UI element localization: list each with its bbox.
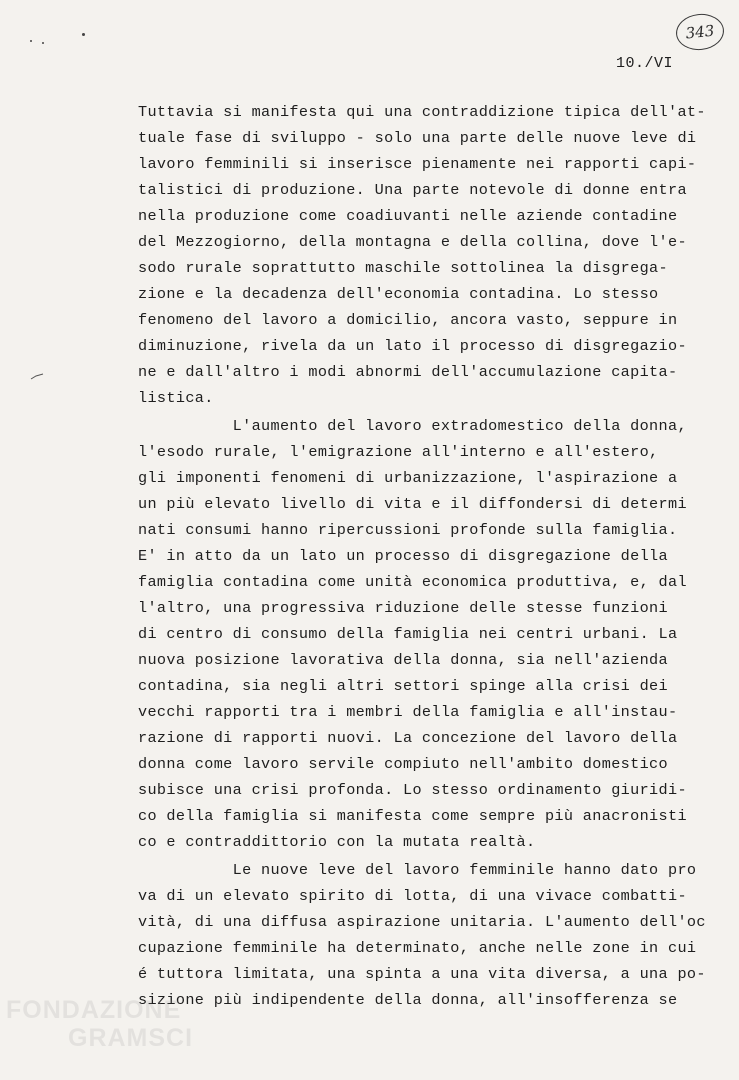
text-line: diminuzione, rivela da un lato il processo di disgregazio- [138, 337, 687, 355]
watermark-line: FONDAZIONE [6, 996, 182, 1024]
archive-folio-stamp [674, 12, 726, 53]
text-line: L'aumento del lavoro extradomestico della donna, [138, 417, 687, 435]
text-line: listica. [138, 389, 214, 407]
text-line: di centro di consumo della famiglia nei centri urbani. La [138, 625, 678, 643]
text-line: co della famiglia si manifesta come sempre più anacronisti [138, 807, 687, 825]
text-line: donna come lavoro servile compiuto nell'ambito domestico [138, 755, 668, 773]
text-line: Le nuove leve del lavoro femminile hanno dato pro [138, 861, 697, 879]
text-line: tuale fase di sviluppo - solo una parte delle nuove leve di [138, 129, 697, 147]
text-line: vecchi rapporti tra i membri della famiglia e all'instau- [138, 703, 678, 721]
text-line: famiglia contadina come unità economica produttiva, e, dal [138, 573, 687, 591]
text-line: del Mezzogiorno, della montagna e della collina, dove l'e- [138, 233, 687, 251]
text-line: l'esodo rurale, l'emigrazione all'interno e all'estero, [138, 443, 659, 461]
fondazione-gramsci-watermark [6, 996, 206, 1066]
text-line: un più elevato livello di vita e il diffondersi di determi [138, 495, 687, 513]
text-line: nati consumi hanno ripercussioni profonde sulla famiglia. [138, 521, 678, 539]
text-line: contadina, sia negli altri settori spinge alla crisi dei [138, 677, 668, 695]
text-line: fenomeno del lavoro a domicilio, ancora vasto, seppure in [138, 311, 678, 329]
text-line: sizione più indipendente della donna, all'insofferenza se [138, 991, 678, 1009]
text-line: ne e dall'altro i modi abnormi dell'accumulazione capita- [138, 363, 678, 381]
margin-check-mark [30, 373, 44, 381]
text-line: cupazione femminile ha determinato, anche nelle zone in cui [138, 939, 697, 957]
text-line: subisce una crisi profonda. Lo stesso ordinamento giuridi- [138, 781, 687, 799]
text-line: lavoro femminili si inserisce pienamente nei rapporti capi- [138, 155, 697, 173]
text-line: Tuttavia si manifesta qui una contraddizione tipica dell'at- [138, 103, 706, 121]
text-line: razione di rapporti nuovi. La concezione del lavoro della [138, 729, 678, 747]
text-line: l'altro, una progressiva riduzione delle stesse funzioni [138, 599, 668, 617]
text-line: sodo rurale soprattutto maschile sottolinea la disgrega- [138, 259, 668, 277]
text-line: zione e la decadenza dell'economia contadina. Lo stesso [138, 285, 659, 303]
text-line: é tuttora limitata, una spinta a una vita diversa, a una po- [138, 965, 706, 983]
text-line: vità, di una diffusa aspirazione unitaria. L'aumento dell'oc [138, 913, 706, 931]
watermark-line: GRAMSCI [68, 1024, 194, 1052]
paper-specks [28, 30, 98, 50]
text-line: va di un elevato spirito di lotta, di una vivace combatti- [138, 887, 687, 905]
text-line: nella produzione come coadiuvanti nelle aziende contadine [138, 207, 678, 225]
text-line: co e contraddittorio con la mutata realtà. [138, 833, 536, 851]
archive-folio-number: 343 [684, 21, 716, 43]
text-line: gli imponenti fenomeni di urbanizzazione, l'aspirazione a [138, 469, 678, 487]
page-number: 10./VI [616, 55, 674, 72]
text-line: talistici di produzione. Una parte notevole di donne entra [138, 181, 687, 199]
text-line: nuova posizione lavorativa della donna, sia nell'azienda [138, 651, 668, 669]
text-line: E' in atto da un lato un processo di disgregazione della [138, 547, 668, 565]
